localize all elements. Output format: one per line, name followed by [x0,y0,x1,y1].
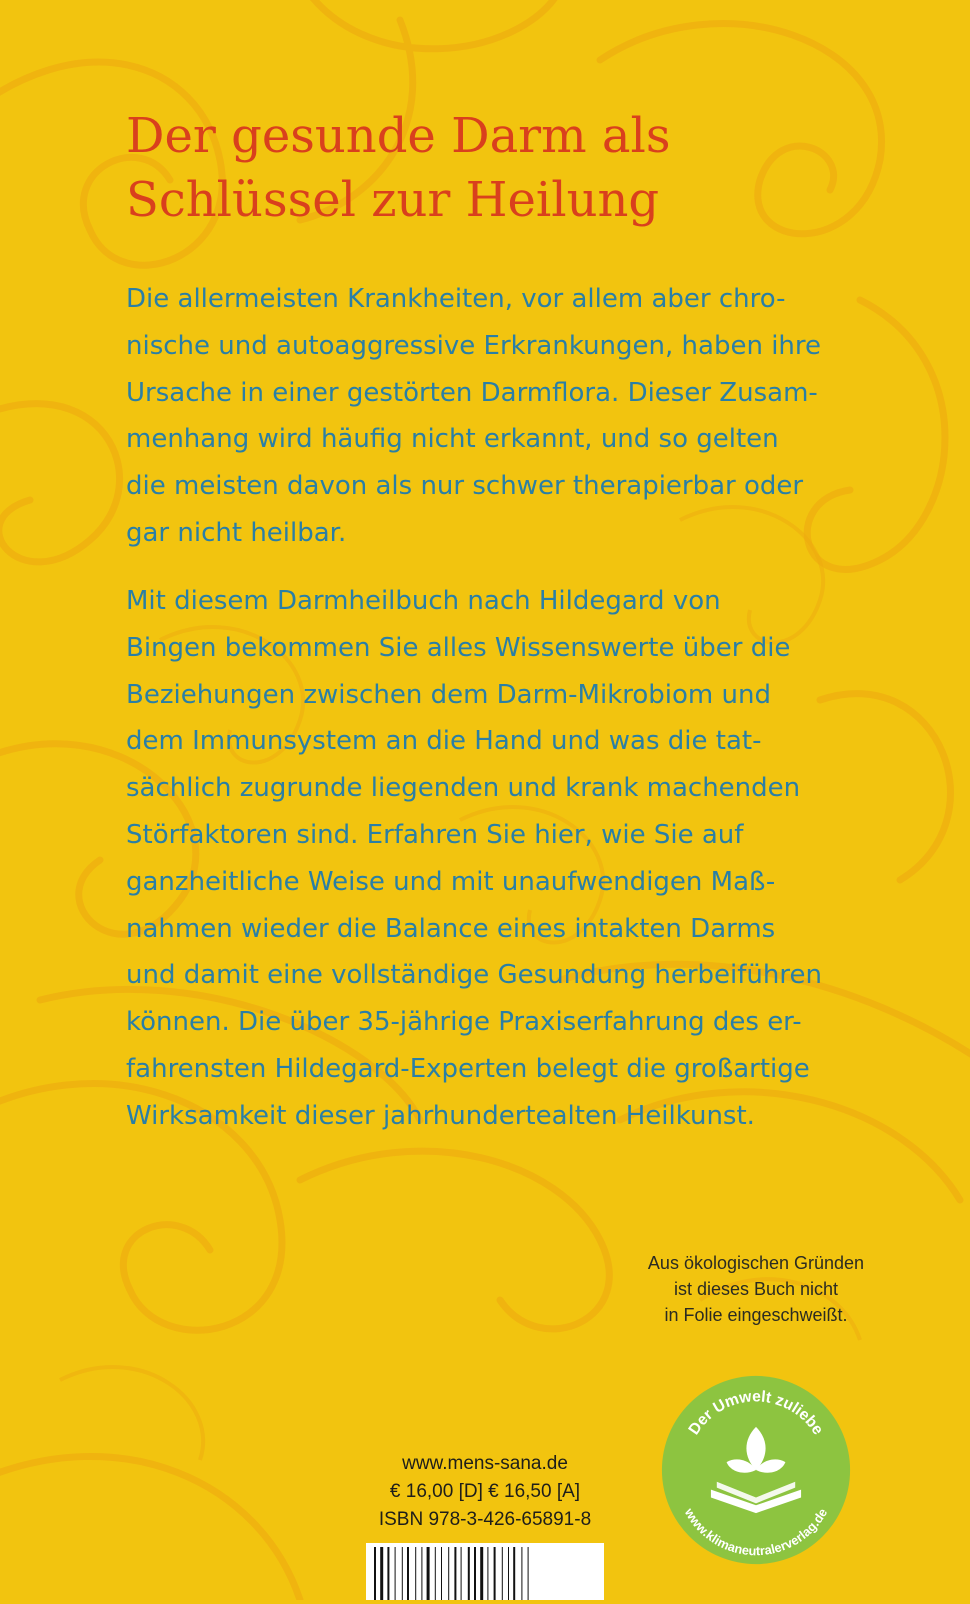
barcode-bar [508,1547,509,1600]
text-line: sächlich zugrunde liegenden und krank machenden [126,773,801,804]
badge-bottom-text: www.klimaneutralerverlag.de [681,1505,831,1559]
barcode-bar [421,1547,422,1600]
barcode-bar [480,1547,483,1600]
barcode-bar [528,1547,529,1600]
barcode-bar [407,1547,409,1600]
isbn-label: ISBN 978-3-426-65891-8 [378,1509,592,1530]
barcode [366,1543,604,1600]
barcode-bar [415,1547,416,1600]
text-line: können. Die über 35-jährige Praxiserfahrung des er- [126,1007,802,1038]
barcode-bar [494,1547,496,1600]
back-cover-title [126,104,906,232]
text-line: dem Immunsystem an die Hand und was die tat- [126,726,762,757]
text-line: gar nicht heilbar. [126,517,347,548]
barcode-bar [402,1547,403,1600]
barcode-bar [487,1547,488,1600]
text-line: Wirksamkeit dieser jahrhundertealten Heilkunst. [126,1100,755,1131]
barcode-bar [427,1547,430,1600]
text-line: Ursache in einer gestörten Darmflora. Dieser Zusam- [126,377,818,408]
publisher-website: www.mens-sana.de [402,1453,568,1474]
title-line: Der gesunde Darm als [126,108,671,164]
barcode-bar [387,1547,389,1600]
barcode-bar [395,1547,396,1600]
text-line: Mit diesem Darmheilbuch nach Hildegard von [126,586,721,616]
text-line: Bingen bekommen Sie alles Wissenswerte über die [126,632,791,663]
barcode-graphic [366,1543,604,1600]
text-line: nische und autoaggressive Erkrankungen, haben ihre [126,330,822,361]
eco-note-line: in Folie eingeschweißt. [664,1305,848,1325]
text-line: menhang wird häufig nicht erkannt, und so gelten [126,424,779,455]
barcode-bar [448,1547,449,1600]
badge-top-text: Der Umwelt zuliebe [685,1388,827,1439]
text-line: und damit eine vollständige Gesundung herbeiführen [126,960,822,991]
barcode-bar [374,1547,376,1600]
barcode-bar [502,1547,503,1600]
text-line: Beziehungen zwischen dem Darm-Mikrobiom und [126,679,771,710]
blurb-paragraph-2 [126,578,966,1140]
barcode-bar [474,1547,476,1600]
eco-note-line: Aus ökologischen Gründen [647,1253,865,1273]
barcode-bar [435,1547,436,1600]
publisher-imprint [360,1450,610,1534]
title-line: Schlüssel zur Heilung [126,172,660,228]
climate-neutral-publisher-badge [658,1372,854,1568]
text-line: fahrensten Hildegard-Experten belegt die großartige [126,1053,810,1084]
barcode-bar [441,1547,442,1600]
barcode-bar [521,1547,522,1600]
barcode-bar [461,1547,462,1600]
text-line: die meisten davon als nur schwer therapierbar oder [126,471,804,502]
barcode-bar [454,1547,456,1600]
barcode-bar [468,1547,470,1600]
text-line: nahmen wieder die Balance eines intakten Darms [126,913,776,944]
text-line: Störfaktoren sind. Erfahren Sie hier, wie Sie auf [126,819,744,850]
price-label: € 16,00 [D] € 16,50 [A] [389,1481,581,1502]
eco-note-line: ist dieses Buch nicht [673,1279,839,1299]
text-line: ganzheitliche Weise und mit unaufwendigen Maß- [126,866,776,897]
barcode-bar [380,1547,383,1600]
barcode-bar [513,1547,515,1600]
blurb-paragraph-1 [126,276,966,557]
eco-packaging-note [618,1250,894,1328]
text-line: Die allermeisten Krankheiten, vor allem aber chro- [126,284,786,314]
